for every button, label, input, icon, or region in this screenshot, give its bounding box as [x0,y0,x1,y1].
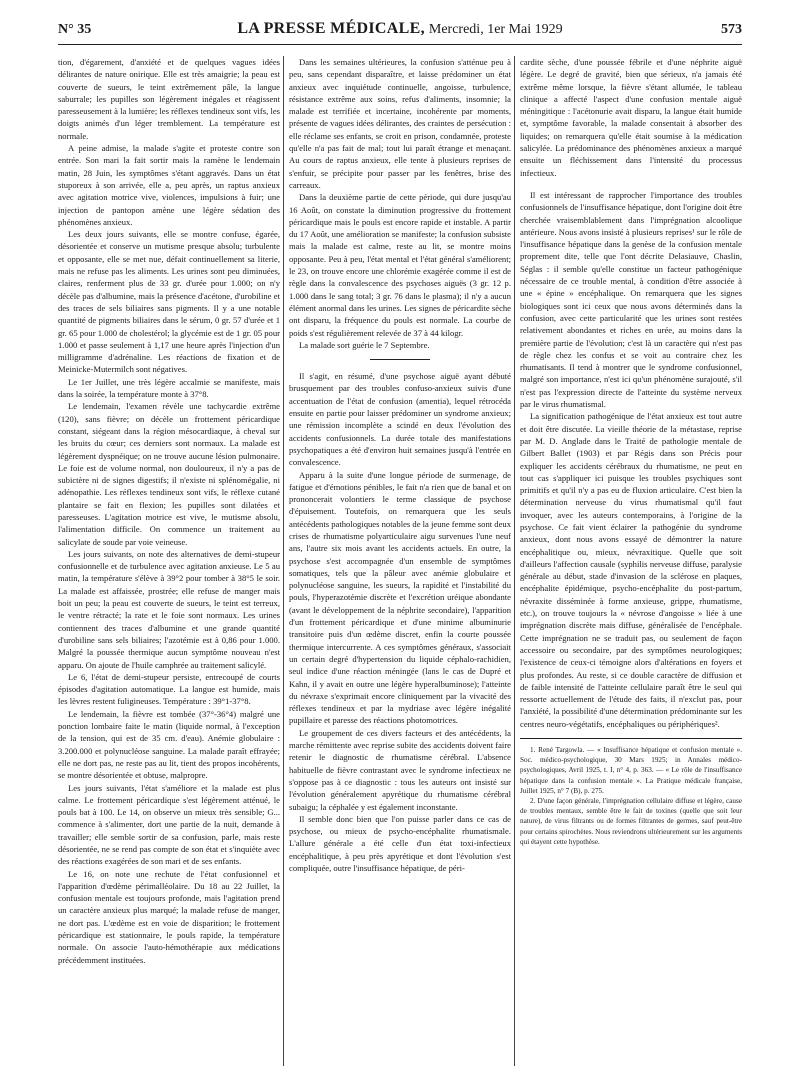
column-divider [283,56,284,1066]
paragraph: Les jours suivants, l'état s'améliore et la malade est plus calme. Le frottement péricardique s'est légèrement atténué, le pouls bat à 100. Le 14, on observe un mieux très sensible; G... commence à s'alimenter, dort une partie de la nuit, demande à travailler; elle semble sortir de sa confusion, parle, mais reste désorientée, ne se rend pas compte de son état et s'inquiète avec des réactions exagérées de son mari et de ses enfants. [58,782,280,867]
footnote-rule [520,738,742,739]
paragraph: tion, d'égarement, d'anxiété et de quelques vagues idées délirantes de nature onirique. Elle est très amaigrie; la peau est couverte de sueurs, le teint extrêmement pâle, la langue saburrale; les pupilles son légèrement inégales et réagissent paresseusement à la lumière; les réflexes tendineux sont vifs, les doigts animés d'un léger tremblement. La température est normale. [58,57,280,141]
paragraph: La malade sort guérie le 7 Septembre. [299,339,430,350]
journal-title: LA PRESSE MÉDICALE, [237,20,425,37]
paragraph: Il semble donc bien que l'on puisse parler dans ce cas de psychose, ou mieux de psycho-encéphalite rhumatismale. L'allure générale a été celle d'un état toxi-infectieux encéphalitique, à peu près apyrétique et dont l'évolution s'est compliquée, outre l'insuffisance hépatique, de péri- [289,813,511,873]
footnote: 1. René Targowla. — « Insuffisance hépatique et confusion mentale ». Soc. médico-psychologique, 30 Mars 1925; in Annales médico-psychologiques, Avril 1925, t. I, n° 4, p. 363. — « Le rôle de l'insuffisance hépatique dans la confusion mentale ». La Pratique médicale française, Juillet 1925, n° 7 (B), p. 275. [520,746,742,795]
page-number: 573 [721,22,742,37]
paragraph: Il est intéressant de rapprocher l'importance des troubles confusionnels de l'insuffisance hépatique, dont l'origine doit être cherchée vraisemblablement dans l'imprégnation alcoolique antérieure. Nous avons insisté à plusieurs reprises¹ sur le rôle de l'insuffisance hépatique dans la genèse de la confusion mentale proprement dite, telle que l'ont décrite Delasiauve, Chaslin, Séglas : il semble qu'elle constitue un facteur pathogénique nécessaire de ce trouble mental, à condition d'être associée à une « épine » encéphalique. On remarquera que les signes biologiques sont ici ceux que nous avons déterminés dans la confusion, avec cette particularité que les urines sont restées relativement abondantes et riches en urée, au moins dans la première partie de l'évolution; c'est là un caractère qui n'est pas de règle chez les confus et se voit au contraire chez les rhumatisants. Il tend à montrer que le syndrome confusionnel, malgré son importance, n'est ici qu'un phénomène surajouté, s'il n'est pas l'expression directe de l'atteinte du système nerveux par le virus rhumatismal. [520,189,742,410]
paragraph: Dans les semaines ultérieures, la confusion s'atténue peu à peu, sans cependant disparaître, et laisse prédominer un état anxieux avec inquiétude continuelle, angoisse, turbulence, résistance extrême aux soins, refus d'aliments, insomnie; la malade est terrifiée et incertaine, incohérente par moments, présente de vagues idées délirantes, des craintes de persécution : elle réclame ses enfants, se croit en prison, condamnée, proteste qu'elle n'a pas fait de mal; tout lui paraît étrange et menaçant. Au cours de raptus anxieux, elle tente à plusieurs reprises de s'enfuir, se précipite pour passer par les fenêtres, brise des carreaux. [289,57,511,190]
column-2 [289,56,511,1072]
journal-header-line [58,20,742,38]
section-rule [370,359,430,360]
paragraph: Apparu à la suite d'une longue période de surmenage, de fatigue et d'émotions pénibles, le fait n'a rien que de banal et on prononcerait volontiers le terme classique de psychose d'épuisement. Toutefois, on remarquera que les seuls antécédents pathologiques notables de la jeune femme sont deux crises de rhumatisme polyarticulaire aigu survenues l'une neuf ans, l'autre six mois avant les accidents actuels. En outre, la psychose s'est accompagnée d'un ensemble de symptômes somatiques, tels que la pâleur avec anémie globulaire et polynucléose sanguine, les sueurs, la rapidité et l'instabilité du pouls, l'hyperazotémie discrète et l'excrétion uréique abondante (avant le développement de la néphrite secondaire), l'apparition d'un frottement péricardique et d'une minime albuminurie transitoire puis d'un œdème discret, enfin la courte poussée thermique intercurrente. A ces symptômes généraux, s'associait un certain degré d'hypertension du liquide céphalo-rachidien, seul indice d'une réaction méningée (lans le cas de Dupré et Kahn, il y avait en outre une légère hyperalbuminose); l'atteinte du névraxe s'exprimait encore cliniquement par la vivacité des réflexes tendineux et par la mydriase avec légère inégalité pupillaire et paresse des réactions photomotrices. [289,469,511,726]
running-header [58,12,742,45]
paragraph: Le groupement de ces divers facteurs et des antécédents, la marche rémittente avec reprise subite des accidents doivent faire retenir le diagnostic de rhumatisme cérébral. L'absence habituelle de fièvre contrastant avec le syndrome infectieux ne s'oppose pas à ce diagnostic : tous les auteurs ont insisté sur l'évolution généralement apyrétique du rhumatisme cérébral subaigu; la céphalée y est également inconstante. [289,727,511,812]
paragraph: A peine admise, la malade s'agite et proteste contre son entrée. Son mari la fait sortir mais la ramène le lendemain matin, 28 Juin, les symptômes s'étant aggravés. Dans un état stuporeux à son arrivée, elle a, peu après, un raptus anxieux avec agitation motrice vive, violences, impulsions à fuir; une injection de pantopon amène une légère sédation des phénomènes anxieux. [58,143,280,227]
paragraph: Le 1er Juillet, une très légère accalmie se manifeste, mais dans la soirée, la température monte à 37°8. [58,376,280,400]
column-3 [520,56,742,1072]
paragraph: Le lendemain, la fièvre est tombée (37°-36°4) malgré une ponction lombaire faite le matin (liquide normal, à l'exception de la tension, qui est de 35 cm. d'eau). Anémie globulaire : 3.200.000 et polynucléose sanguine. La malade paraît effrayée; elle ne dort pas, ne reste pas au lit, tient des propos incohérents, se montre désorientée et obtuse, malpropre. [58,708,280,781]
column-divider [514,56,515,1066]
paragraph: Dans la deuxième partie de cette période, qui dure jusqu'au 16 Août, on constate la diminution progressive du frottement péricardique mais le pouls est encore rapide et instable. A partir du 17 Août, une amélioration se manifeste; la confusion subsiste mais la malade est calme, reste au lit, se montre moins opposante. Peu à peu, l'état mental et l'état général s'améliorent; le 23, on trouve encore une chlorémie exagérée comme il est de règle dans la convalescence des psychoses aiguës (3 gr. 12 p. 1.000 dans le sang total; 3 gr. 76 dans le plasma); il n'y a aucun élément anormal dans les urines. Les signes de péricardite sèche ont disparu, la fréquence du pouls est normale. La courbe de poids s'est régulièrement relevée de 37 à 44 kilogr. [289,192,511,338]
paragraph: Il s'agit, en résumé, d'une psychose aiguë ayant débuté brusquement par des troubles confuso-anxieux suivis d'une accentuation de l'état de confusion (amentia), lequel rétrocéda ensuite en partie pour laisser prédominer un syndrome anxieux; une rémission incomplète a scindé en deux l'évolution des accidents confusionnels. La durée totale des manifestations psychopatiques a été d'environ huit semaines jusqu'à l'entrée en convalescence. [289,371,511,468]
paragraph: Les jours suivants, on note des alternatives de demi-stupeur confusionnelle et de turbulence avec agitation anxieuse. Le 5 au matin, la température s'élève à 39°2 pour tomber à 38°5 le soir. La malade est affaissée, prostrée; elle refuse de manger mais boit un peu; la peau est couverte de sueurs, le teint est terreux, le ventre rétracté; la rate et le foie sont normaux. Les urines contiennent des traces d'albumine et une grande quantité d'urobiline sans sels biliaires; l'azotémie est à 0,86 pour 1.000. Malgré la poussée thermique aucun symptôme nouveau n'est apparu. On ajoute de l'huile camphrée au traitement salicylé. [58,548,280,670]
paragraph: La signification pathogénique de l'état anxieux est tout autre et doit être discutée. La vieille théorie de la métastase, reprise par M. D. Anglade dans le Traité de pathologie mentale de Gilbert Ballet (1903) et par Régis dans son Précis pour expliquer les accidents cérébraux du rhumatisme, ne peut en tout cas s'appliquer ici puisque les troubles psychiques sont primitifs et qu'il n'y a pas eu de fluxion articulaire. C'est bien la détermination nerveuse du virus rhumatismal qu'il faut invoquer, avec les auteurs contemporains, à l'origine de la psychose. Ce fait vient éclairer la pathogénie du syndrome anxieux, dont nous avons essayé de démontrer la nature encéphalitique ou, mieux, névraxitique. Quelle que soit d'ailleurs l'affection causale (syphilis nerveuse diffuse, paralysie générale au début, stade d'invasion de la sclérose en plaques, encéphalite épidémique, psycho-encéphalite du post-partum, névraxite disséminée à forme anxieuse, grippe, rhumatisme, etc.), on trouve toujours la « névrose d'angoisse » liée à une imprégnation discrète mais diffuse, généralisée de l'encéphale. Cette imprégnation ne se traduit pas, ou seulement de façon accessoire ou secondaire, par des symptômes neurologiques; l'existence de ceux-ci témoigne alors d'altérations en foyers et plus profondes. Au reste, si ce double caractère de diffusion et de faible intensité de l'atteinte cellulaire paraît être le seul qui ressorte actuellement de l'étude des faits, il n'exclut pas, pour l'anxiété, la possibilité d'une détermination prédominante sur les centres neuro-végétatifs, encéphaliques ou périphériques². [520,411,742,729]
paragraph: Les deux jours suivants, elle se montre confuse, égarée, désorientée et conserve un mutisme presque absolu; turbulente et opposante, elle se met nue, défait continuellement sa literie, mais ne refuse pas les aliments. Les urines sont peu diminuées, claires, renferment plus de 33 gr. d'urée pour 1.000; on n'y décèle pas d'albumine, mais la présence d'acétone, d'urobiline et des traces de sels biliaires sans pigments. Il y a une notable quantité de pigments biliaires dans le sérum, 0 gr. 57 d'urée et 1 gr. 65 pour 1.000 de cholestérol; la glycémie est de 1 gr. 05 pour 1.000 et passe seulement à 1,17 une heure après l'injection d'un milligramme d'adrénaline. Les réactions de fixation et de Meinicke-Mutermilch sont négatives. [58,229,280,375]
date-line: Mercredi, 1er Mai 1929 [428,22,563,37]
paragraph: Le 6, l'état de demi-stupeur persiste, entrecoupé de courts épisodes d'agitation automatique. La langue est humide, mais les lèvres restent fuligineuses. Température : 39°1-37°8. [58,671,280,707]
footnote: 2. D'une façon générale, l'imprégnation cellulaire diffuse et légère, cause de troubles mentaux, semble être le fait de toxines (quelle que soit leur nature), de virus filtrants ou de formes filtrantes de germes, sauf peut-être pour certains spirochètes. Nous reviendrons ultérieurement sur les arguments qui étayent cette hypothèse. [520,797,742,846]
paragraph: Le lendemain, l'examen révèle une tachycardie extrême (120), sans fièvre; on décèle un frottement péricardique constant, siégeant dans la région mésocardiaque, à cheval sur les bruits du cœur; ces derniers sont normaux. La malade est légèrement dyspnéique; on ne trouve aucune lésion pulmonaire. Le foie est de volume normal, non douloureux, il n'y a pas de subictère ni de signes digestifs; il n'existe ni splénomégalie, ni adénopathie. Les réflexes tendineux sont vifs, le réflexe cutané plantaire se fait en flexion; les pupilles sont dilatées et paresseuses. L'agitation motrice est vive, le mutisme absolu, l'alimentation difficile. On commence un traitement au salicylate de soude par voie veineuse. [58,401,280,547]
issue-number: N° 35 [58,22,92,37]
paragraph: Le 16, on note une rechute de l'état confusionnel et l'apparition d'œdème périmalléolaire. Du 18 au 22 Juillet, la confusion mentale est toujours profonde, mais l'agitation prend un caractère anxieux plus marqué; la malade refuse de manger, ne dort pas. L'œdème est en voie de disparition; le frottement péricardique est stationnaire, le pouls rapide, la température normale. On associe l'auto-hémothérapie aux médications précédemment instituées. [58,868,280,965]
column-1 [58,56,280,1072]
paragraph: cardite sèche, d'une poussée fébrile et d'une néphrite aiguë légère. Le degré de gravité, bien que sérieux, n'a jamais été extrême même lorsque, la fièvre s'étant allumée, le tableau clinique a affecté l'aspect d'une confusion mentale aiguë méningitique : l'acétonurie avait disparu, la langue était humide et, symptôme favorable, la malade consentait à absorber des liquides; on remarquera qu'elle était soumise à la médication salicylée. La prédominance des phénomènes anxieux a marqué ensuite un fléchissement dans l'intensité du processus infectieux. [520,57,742,178]
